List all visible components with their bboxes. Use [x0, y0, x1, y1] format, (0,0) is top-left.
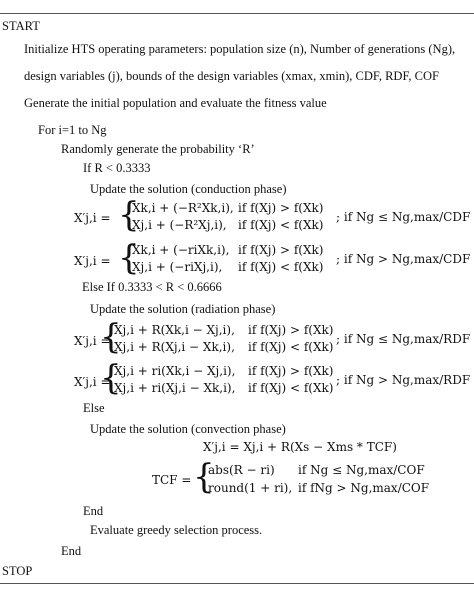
- radiation-2-range: ; if Ng > Ng,max/RDF: [336, 373, 471, 387]
- conduction-2-case2: Xj,i + (−riXj,i),: [132, 260, 223, 274]
- end-if-line: End: [83, 504, 104, 518]
- init-line-2: design variables (j), bounds of the design variables (xmax, xmin), CDF, RDF, COF: [24, 69, 439, 83]
- convection-case2: round(1 + ri),: [208, 481, 293, 495]
- radiation-2-case2: Xj,i + ri(Xj,i − Xk,i),: [114, 381, 236, 395]
- brace: {: [118, 238, 140, 278]
- radiation-2-cond2: if f(Xj) < f(Xk): [248, 381, 334, 395]
- conduction-2-cond1: if f(Xj) > f(Xk): [238, 243, 324, 257]
- stop-line: STOP: [2, 564, 33, 578]
- brace: {: [118, 195, 140, 235]
- conduction-1-range: ; if Ng ≤ Ng,max/CDF: [336, 210, 471, 224]
- start-line: START: [2, 19, 40, 33]
- conduction-1-lhs: X′j,i =: [74, 211, 111, 225]
- convection-cond2: if fNg > Ng,max/COF: [298, 481, 430, 495]
- radiation-label: Update the solution (radiation phase): [90, 302, 276, 316]
- brace: {: [193, 457, 215, 497]
- convection-main: X′j,i = Xj,i + R(Xs − Xms * TCF): [203, 440, 397, 454]
- else-line: Else: [83, 401, 105, 415]
- greedy-line: Evaluate greedy selection process.: [90, 523, 263, 537]
- for-line: For i=1 to Ng: [38, 123, 107, 137]
- conduction-1-cond2: if f(Xj) < f(Xk): [238, 218, 324, 232]
- brace: {: [100, 317, 122, 357]
- init-line-1: Initialize HTS operating parameters: population size (n), Number of generations (Ng),: [24, 42, 456, 56]
- radiation-1-cond2: if f(Xj) < f(Xk): [248, 340, 334, 354]
- conduction-2-range: ; if Ng > Ng,max/CDF: [336, 252, 471, 266]
- convection-label: Update the solution (convection phase): [90, 422, 286, 436]
- conduction-2-case1: Xk,i + (−riXk,i),: [132, 243, 230, 257]
- conduction-label: Update the solution (conduction phase): [90, 182, 287, 196]
- conduction-1-cond1: if f(Xj) > f(Xk): [238, 201, 324, 215]
- convection-case1: abs(R − ri): [208, 463, 275, 477]
- if-line: If R < 0.3333: [83, 161, 151, 175]
- end-for-line: End: [61, 544, 82, 558]
- generate-line: Generate the initial population and evaluate the fitness value: [24, 96, 327, 110]
- radiation-1-lhs: X′j,i =: [74, 334, 111, 348]
- bottom-rule: [0, 583, 474, 584]
- radiation-1-case2: Xj,i + R(Xj,i − Xk,i),: [114, 340, 235, 354]
- conduction-1-case2: Xj,i + (−R²Xj,i),: [132, 218, 227, 232]
- convection-cond1: if Ng ≤ Ng,max/COF: [298, 463, 425, 477]
- radiation-2-lhs: X′j,i =: [74, 375, 111, 389]
- radiation-1-case1: Xj,i + R(Xk,i − Xj,i),: [114, 323, 235, 337]
- top-rule: [0, 13, 474, 14]
- radiation-1-cond1: if f(Xj) > f(Xk): [248, 323, 334, 337]
- conduction-1-case1: Xk,i + (−R²Xk,i),: [132, 201, 234, 215]
- brace: {: [100, 358, 122, 398]
- radiation-2-cond1: if f(Xj) > f(Xk): [248, 364, 334, 378]
- radiation-1-range: ; if Ng ≤ Ng,max/RDF: [336, 332, 471, 346]
- random-line: Randomly generate the probability ‘R’: [61, 142, 255, 156]
- elseif-line: Else If 0.3333 < R < 0.6666: [82, 280, 222, 294]
- conduction-2-cond2: if f(Xj) < f(Xk): [238, 260, 324, 274]
- conduction-2-lhs: X′j,i =: [74, 254, 111, 268]
- convection-lhs: TCF =: [152, 473, 192, 487]
- radiation-2-case1: Xj,i + ri(Xk,i − Xj,i),: [114, 364, 236, 378]
